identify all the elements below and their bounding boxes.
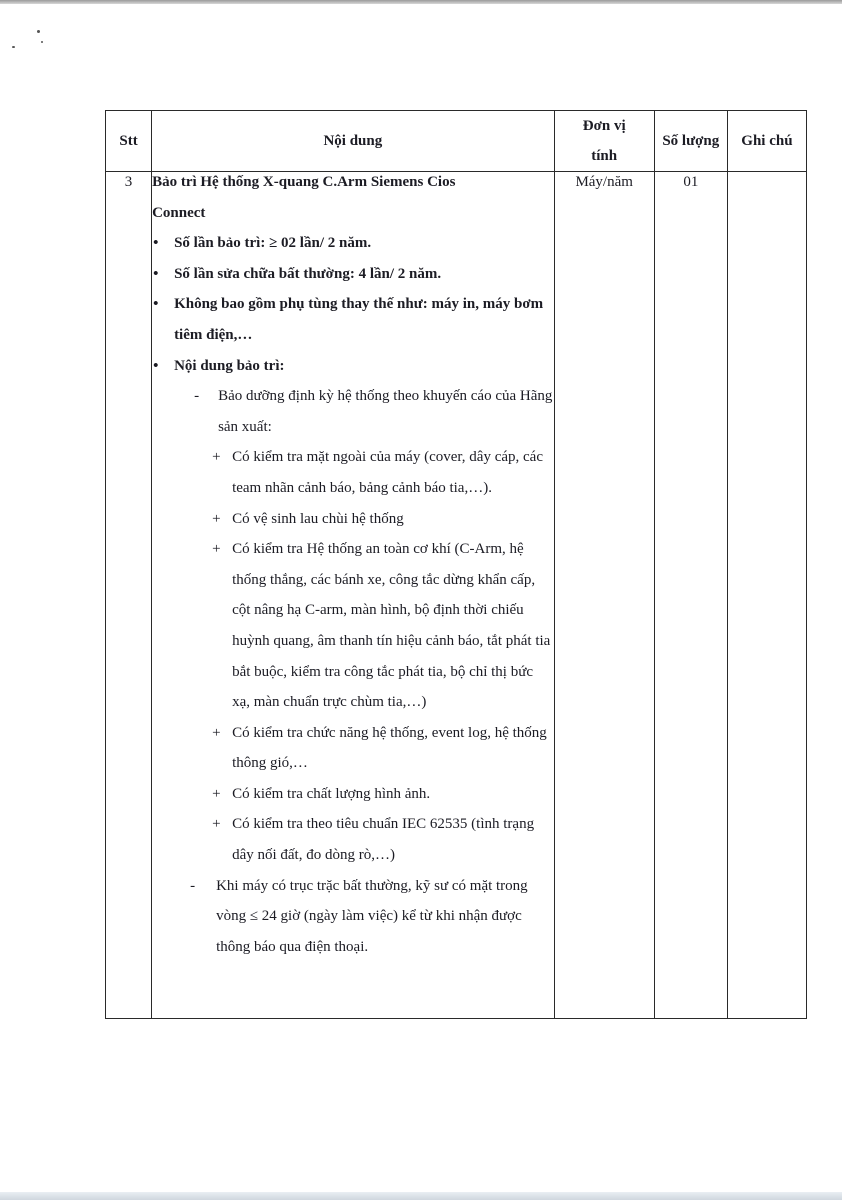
item-title-line1: Bảo trì Hệ thống X-quang C.Arm Siemens Cios (152, 174, 456, 190)
plus-mark: + (212, 510, 221, 527)
dash-mark: - (194, 388, 200, 405)
table-row (106, 172, 807, 1019)
check-item (174, 779, 554, 810)
row-quantity: 01 (654, 172, 727, 1019)
check-item-text: Có kiểm tra chất lượng hình ảnh. (232, 785, 431, 802)
check-item-text: Có kiểm tra theo tiêu chuẩn IEC 62535 (tình trạng dây nối đất, đo dòng rò,…) (232, 816, 535, 864)
header-content: Nội dung (152, 111, 555, 172)
plus-mark: + (212, 449, 221, 466)
dash-item-response (174, 871, 554, 963)
scan-bottom-edge (0, 1192, 842, 1200)
check-item-text: Có vệ sinh lau chùi hệ thống (232, 510, 404, 527)
bullet-excluded-parts: • Không bao gồm phụ tùng thay thế như: máy in, máy bơm tiêm điện,… (152, 289, 554, 350)
header-stt: Stt (106, 111, 152, 172)
plus-mark: + (212, 785, 221, 802)
check-item (174, 809, 554, 870)
check-item-text: Có kiểm tra Hệ thống an toàn cơ khí (C-Arm, hệ thống thắng, các bánh xe, công tắc dừng khẩn cấp, cột nâng hạ C-arm, màn hình, bộ định thời chiếu huỳnh quang, âm thanh tín hiệu cảnh báo, tắt phát tia bắt buộc, kiểm tra công tắc phát tia, bộ chỉ thị bức xạ, màn chuẩn trực chùm tia,…) (232, 541, 551, 711)
check-item (174, 534, 554, 718)
item-title-line2: Connect (152, 204, 206, 221)
check-item (174, 442, 554, 503)
bullet-maintenance-content-label: • Nội dung bảo trì: (174, 357, 285, 374)
header-note: Ghi chú (727, 111, 806, 172)
check-item-text: Có kiểm tra mặt ngoài của máy (cover, dây cáp, các team nhãn cảnh báo, bảng cảnh báo tia,…). (232, 449, 543, 496)
item-title (152, 167, 554, 228)
plus-mark: + (212, 816, 221, 833)
bullet-repair-count: • Số lần sửa chữa bất thường: 4 lần/ 2 năm. (152, 259, 554, 290)
row-note (727, 172, 806, 1019)
maintenance-spec-table (105, 110, 807, 1019)
dash-item-response-text: Khi máy có trục trặc bất thường, kỹ sư có mặt trong vòng ≤ 24 giờ (ngày làm việc) kể từ khi nhận được thông báo qua điện thoại. (216, 877, 528, 955)
check-item (174, 504, 554, 535)
requirement-list (152, 228, 554, 962)
table-header-row (106, 111, 807, 172)
check-item-text: Có kiểm tra chức năng hệ thống, event log, hệ thống thông gió,… (232, 724, 547, 772)
dash-item-periodic (174, 381, 554, 442)
bullet-maintenance-content (152, 351, 554, 963)
scan-speck (37, 30, 40, 33)
scan-speck (12, 46, 15, 48)
row-content (152, 172, 555, 1019)
header-unit-line2: tính (591, 148, 618, 164)
check-item (174, 718, 554, 779)
header-quantity: Số lượng (654, 111, 727, 172)
scan-speck (41, 41, 43, 43)
plus-mark: + (212, 541, 221, 558)
scan-top-edge (0, 0, 842, 4)
header-unit (554, 111, 654, 172)
dash-item-periodic-text: Bảo dưỡng định kỳ hệ thống theo khuyến cáo của Hãng sản xuất: (218, 388, 553, 435)
row-stt: 3 (106, 172, 152, 1019)
dash-mark: - (190, 877, 196, 894)
header-unit-line1: Đơn vị (582, 118, 626, 134)
row-unit: Máy/năm (554, 172, 654, 1019)
plus-mark: + (212, 724, 221, 741)
bullet-maintenance-count: • Số lần bảo trì: ≥ 02 lần/ 2 năm. (152, 228, 554, 259)
